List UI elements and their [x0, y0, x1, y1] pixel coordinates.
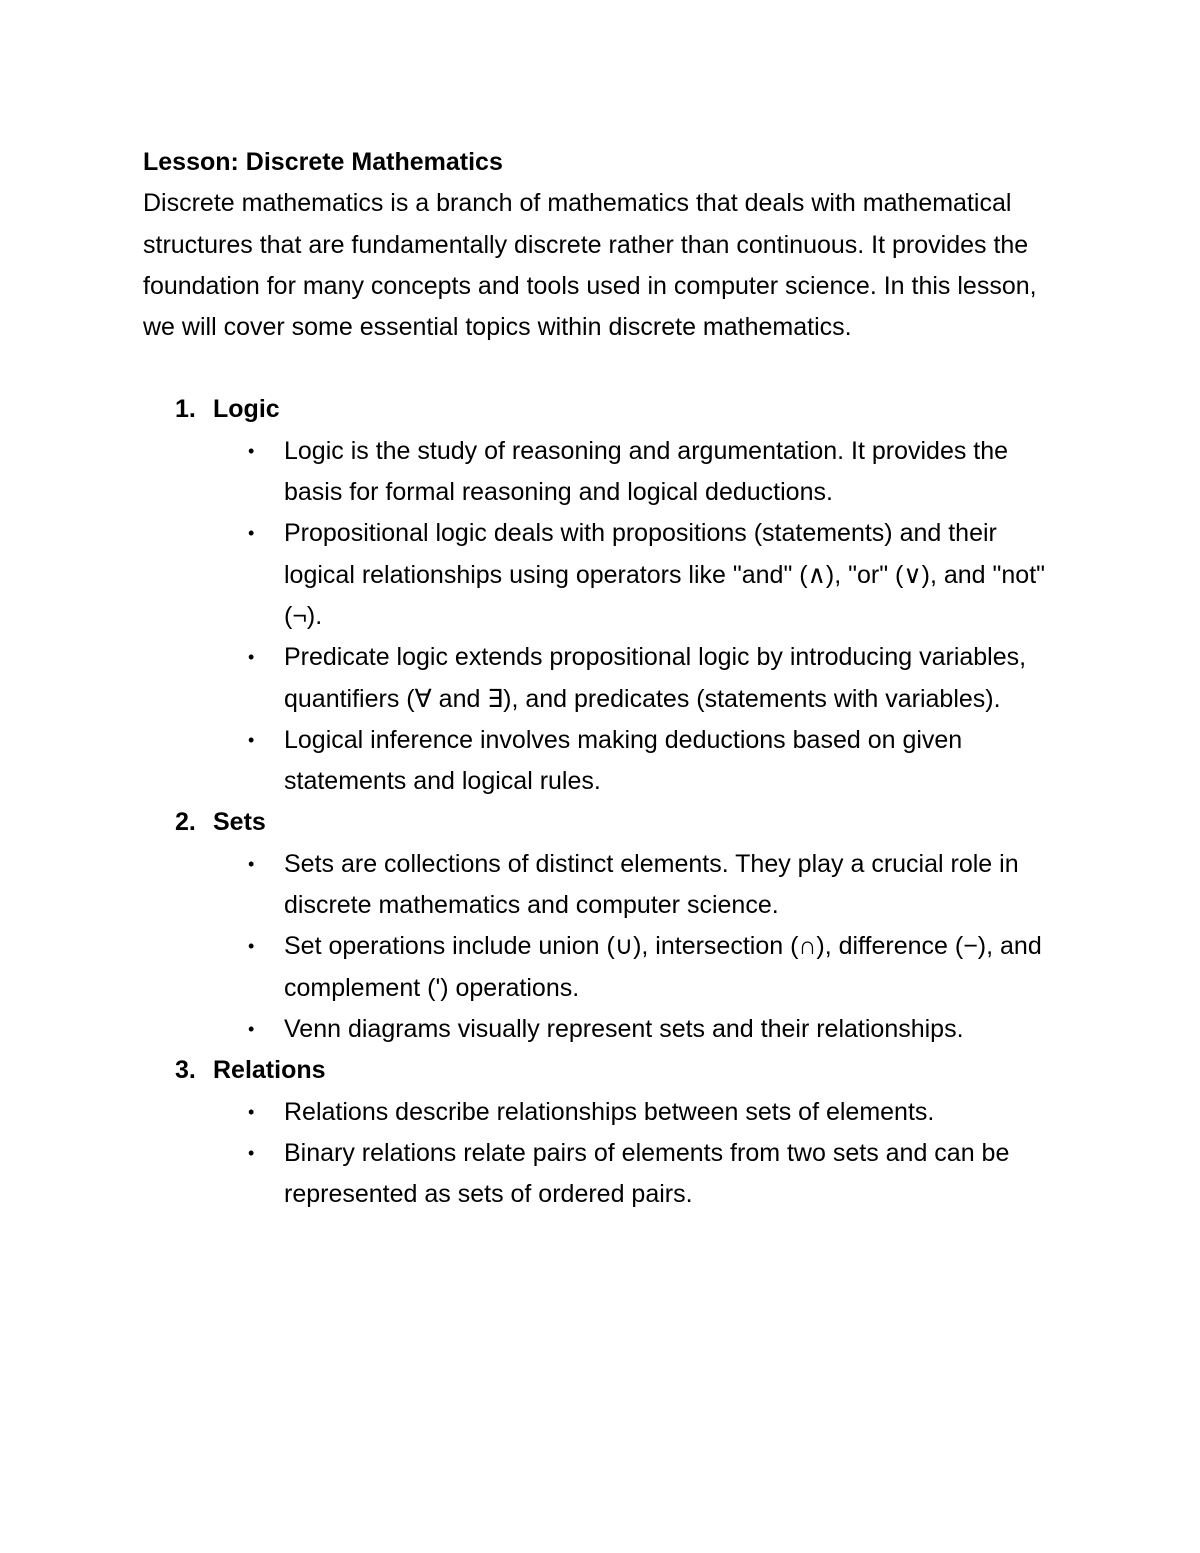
- document-title: Lesson: Discrete Mathematics: [143, 148, 503, 176]
- bullet-text: Relations describe relationships between sets of elements.: [284, 1097, 935, 1126]
- list-item: [213, 1009, 1063, 1050]
- bullet-icon: •: [248, 853, 255, 874]
- bullet-text: Venn diagrams visually represent sets and their relationships.: [284, 1014, 964, 1043]
- section-title: Sets: [213, 808, 266, 837]
- bullet-text: Predicate logic extends propositional logic by introducing variables, quantifiers (∀ and ∃), and predicates (statements with variables).: [284, 643, 1027, 713]
- section-title: Logic: [213, 395, 280, 424]
- bullet-text: Logic is the study of reasoning and argumentation. It provides the basis for formal reasoning and logical deductions.: [284, 436, 1009, 507]
- bullet-list: [213, 1092, 1063, 1216]
- intro-paragraph: Discrete mathematics is a branch of mathematics that deals with mathematical structures that are fundamentally discrete rather than continuous. It provides the foundation for many concepts and tools used in computer science. In this lesson, we will cover some essential topics within discrete mathematics.: [143, 189, 1037, 342]
- section-sets: [143, 802, 1063, 1050]
- list-item: [213, 513, 1063, 637]
- bullet-text: Binary relations relate pairs of elements from two sets and can be represented as sets of ordered pairs.: [284, 1138, 1010, 1209]
- bullet-icon: •: [248, 1018, 255, 1039]
- bullet-icon: •: [248, 936, 255, 957]
- list-item: [213, 637, 1063, 720]
- bullet-icon: •: [248, 523, 255, 544]
- list-item: [213, 431, 1063, 514]
- bullet-list: [213, 844, 1063, 1050]
- bullet-icon: •: [248, 729, 255, 750]
- section-title: Relations: [213, 1056, 326, 1085]
- list-item: [213, 1092, 1063, 1133]
- list-item: [213, 720, 1063, 803]
- bullet-icon: •: [248, 1142, 255, 1163]
- paragraph-spacer: [143, 348, 1063, 389]
- section-logic: [143, 389, 1063, 802]
- list-item: [213, 1133, 1063, 1216]
- bullet-text: Logical inference involves making deductions based on given statements and logical rules.: [284, 725, 963, 796]
- section-number: 3.: [175, 1056, 196, 1085]
- section-number: 1.: [175, 395, 196, 424]
- list-item: [213, 926, 1063, 1009]
- section-list: [143, 389, 1063, 1215]
- bullet-icon: •: [248, 647, 255, 668]
- section-number: 2.: [175, 808, 196, 837]
- document-page: [143, 142, 1063, 1215]
- bullet-text: Sets are collections of distinct elements. They play a crucial role in discrete mathematics and computer science.: [284, 849, 1019, 920]
- bullet-text: Set operations include union (∪), intersection (∩), difference (−), and complement (') operations.: [284, 932, 1042, 1002]
- bullet-list: [213, 431, 1063, 803]
- bullet-icon: •: [248, 440, 255, 461]
- list-item: [213, 844, 1063, 927]
- bullet-icon: •: [248, 1101, 255, 1122]
- bullet-text: Propositional logic deals with propositions (statements) and their logical relationships using operators like "and" (∧), "or" (∨), and "not" (¬).: [284, 519, 1046, 630]
- section-relations: [143, 1050, 1063, 1215]
